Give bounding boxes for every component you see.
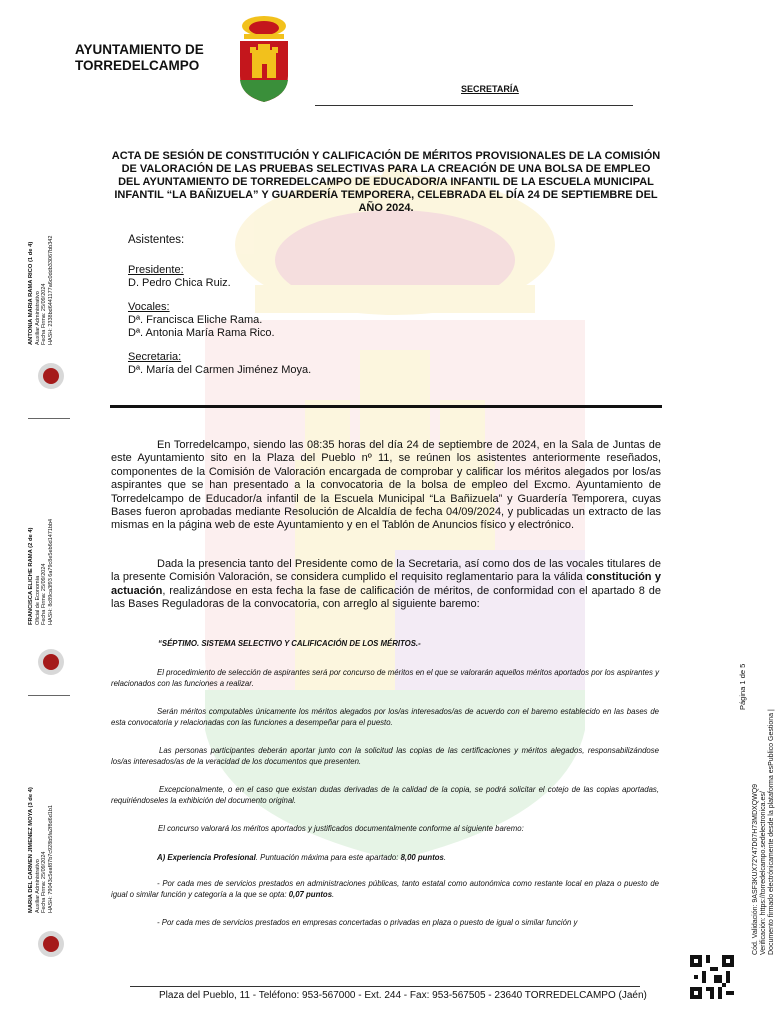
secretary-heading: Secretaria: <box>128 351 182 363</box>
section-divider <box>110 405 662 408</box>
body-paragraph <box>111 558 661 612</box>
footer-address: Plaza del Pueblo, 11 - Teléfono: 953-567000 - Ext. 244 - Fax: 953-567505 - 23640 TORREDELCAMPO (Jaén) <box>159 990 647 1001</box>
signature-block-2 <box>28 519 54 625</box>
signature-divider <box>28 418 70 419</box>
signer-date: Fecha Firma: 25/09/2024 <box>41 851 47 913</box>
signer-date: Fecha Firma: 25/09/2024 <box>41 563 47 625</box>
emphasis-text: constitución y actuación <box>111 571 662 597</box>
quoted-paragraph: Excepcionalmente, o en el caso que existan dudas derivadas de la calidad de la copia, se podrá solicitar el cotejo de las copias aportadas, requiriéndoseles la exhibición del documento original. <box>111 785 659 806</box>
attendees-heading: Asistentes: <box>128 234 185 246</box>
validation-code: Cód. Validación: 9ASF3KUX72Y47D07H73MDXQWQ9 <box>752 783 759 955</box>
signature-block-3 <box>28 787 54 913</box>
signer-hash: HASH: 2338bd6441177a6c0ddb33067bb342 <box>47 235 54 345</box>
municipal-crest-icon <box>236 14 292 104</box>
president-heading: Presidente: <box>128 264 184 276</box>
quoted-paragraph: El concurso valorará los méritos aportados y justificados documentalmente conforme al siguiente baremo: <box>158 824 524 833</box>
paragraph-text: . Puntuación máxima para este apartado: <box>255 853 401 862</box>
points-value: 0,07 puntos <box>288 890 333 900</box>
signer-role: Auxiliar Administrativo <box>34 291 41 345</box>
platform-note: Documento firmado electrónicamente desde la plataforma esPublico Gestiona | <box>768 709 775 955</box>
signature-seal-icon <box>38 363 64 389</box>
signer-date: Fecha Firma: 25/09/2024 <box>41 283 47 345</box>
member-name: Dª. Francisca Eliche Rama. <box>128 314 263 326</box>
paragraph-text: - Por cada mes de servicios prestados en administraciones públicas, tanto estatal como autonómica como restante local en plaza o puesto de igual o similar función y categoría a la que se opta: <box>111 879 659 900</box>
signature-block-1 <box>28 236 54 345</box>
paragraph-text: Dada la presencia tanto del Presidente como de la Secretaria, así como dos de las vocales titulares de la presente Comisión Valoración, se considera cumplido el requisito reglamentario para la válida <box>111 558 661 584</box>
org-line-2: TORREDELCAMPO <box>75 58 200 73</box>
paragraph-text: , realizándose en esta fecha la fase de calificación de méritos, de conformidad con el apartado 8 de las Bases Reguladoras de la convocatoria, con arreglo al siguiente baremo: <box>111 584 661 611</box>
paragraph-text: . <box>332 890 335 900</box>
points-value: 8,00 puntos <box>400 853 444 862</box>
signer-role: Oficial de Economía <box>34 575 41 625</box>
document-title: ACTA DE SESIÓN DE CONSTITUCIÓN Y CALIFICACIÓN DE MÉRITOS PROVISIONALES DE LA COMISIÓN DE VALORACIÓN DE LAS PRUEBAS SELECTIVAS PARA LA CREACIÓN DE UNA BOLSA DE EMPLEO DEL AYUNTAMIENTO DE TORREDELCAMPO DE EDUCADOR/A INFANTIL DE LA ESCUELA MUNICIPAL INFANTIL “LA BAÑIZUELA” Y GUARDERÍA TEMPORERA, CELEBRADA EL DÍA 24 DE SEPTIEMBRE DEL AÑO 2024. <box>111 150 661 214</box>
quoted-section-heading: “SÉPTIMO. SISTEMA SELECTIVO Y CALIFICACIÓN DE LOS MÉRITOS.- <box>158 639 421 648</box>
members-heading: Vocales: <box>128 301 170 313</box>
quoted-paragraph <box>111 852 659 863</box>
signer-role: Auxiliar Administrativo <box>34 859 41 913</box>
org-line-1: AYUNTAMIENTO DE <box>75 42 204 57</box>
qr-code-icon[interactable] <box>690 955 734 999</box>
signature-divider <box>28 695 70 696</box>
signer-hash: HASH: 79043c5eaf87b7c928b5fa2f8d6d1b1 <box>47 805 54 913</box>
president-name: D. Pedro Chica Ruiz. <box>128 277 231 289</box>
quoted-paragraph: Serán méritos computables únicamente los méritos alegados por los/as interesados/as de acuerdo con el baremo establecido en las bases de esta convocatoria y relacionadas con las funciones a desempeñar para el puesto. <box>111 707 659 728</box>
emphasis-text: A) Experiencia Profesional <box>157 853 256 862</box>
verification-link[interactable]: Verificación: https://torredelcampo.sedelectronica.es/ <box>760 791 767 955</box>
body-paragraph: En Torredelcampo, siendo las 08:35 horas del día 24 de septiembre de 2024, en la Sala de Juntas de este Ayuntamiento sito en la Plaza del Pueblo nº 11, se reúnen los asistentes anteriormente reseñados, componentes de la Comisión de Valoración encargada de comprobar y calificar los méritos alegados por los/as aspirantes que se han presentado a la convocatoria de la bolsa de empleo del Excmo. Ayuntamiento de Torredelcampo de Educador/a infantil de la Escuela Municipal “La Bañizuela” y Guardería Temporera, cuyas Bases fueron aprobadas mediante Resolución de Alcaldía de fecha 04/09/2024, y publicadas un extracto de las mismas en la página web de este Ayuntamiento y en el Tablón de Anuncios físico y electrónico. <box>111 439 661 532</box>
header-divider <box>315 105 633 106</box>
signer-name: FRANCISCA ELICHE RAMA (2 de 4) <box>28 527 34 625</box>
signature-seal-icon <box>38 931 64 957</box>
quoted-paragraph: Las personas participantes deberán aportar junto con la solicitud las copias de las certificaciones y méritos alegados, responsabilizándose los/as interesados/as de la veracidad de los documentos que presenten. <box>111 746 659 767</box>
quoted-paragraph <box>111 878 659 900</box>
signer-name: ANTONIA MARIA RAMA RICO (1 de 4) <box>28 241 34 345</box>
department-label: SECRETARÍA <box>461 84 519 94</box>
secretary-name: Dª. María del Carmen Jiménez Moya. <box>128 364 312 376</box>
signer-hash: HASH: 8c89ca3f93 6a79c8e5eb6d1471bb4 <box>47 518 54 625</box>
paragraph-text: . <box>443 853 447 862</box>
validation-info <box>752 709 776 955</box>
member-name: Dª. Antonia María Rama Rico. <box>128 327 275 339</box>
footer-divider <box>130 986 640 987</box>
signer-name: MARIA DEL CARMEN JIMENEZ MOYA (3 de 4) <box>28 787 34 913</box>
organization-name <box>75 42 204 74</box>
quoted-paragraph: - Por cada mes de servicios prestados en empresas concertadas o privadas en plaza o puesto de igual o similar función y <box>157 918 578 927</box>
page-number: Página 1 de 5 <box>738 663 747 710</box>
signature-seal-icon <box>38 649 64 675</box>
quoted-paragraph: El procedimiento de selección de aspirantes será por concurso de méritos en el que se valorarán aquellos méritos aportados por los aspirantes y relacionados con las funciones a realizar. <box>111 668 659 689</box>
